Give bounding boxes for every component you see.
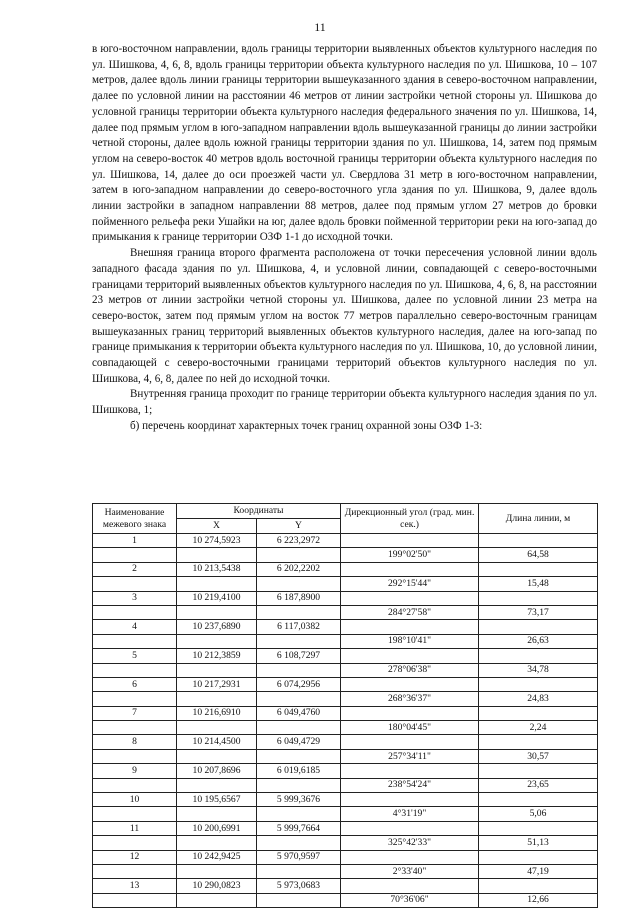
angle-cell: 70°36'06"	[341, 893, 479, 907]
table-row	[93, 821, 598, 835]
length-cell-empty	[479, 764, 598, 778]
angle-cell: 278°06'38"	[341, 663, 479, 677]
point-name-cell-empty	[93, 893, 177, 907]
point-name-cell: 2	[93, 562, 177, 576]
table-row	[93, 836, 598, 850]
header-line-length: Длина линии, м	[479, 504, 598, 534]
point-name-cell-empty	[93, 721, 177, 735]
angle-cell: 2°33'40"	[341, 864, 479, 878]
angle-cell-empty	[341, 793, 479, 807]
page-number: 11	[314, 20, 326, 34]
table-row	[93, 721, 598, 735]
point-name-cell: 7	[93, 706, 177, 720]
table-row	[93, 706, 598, 720]
length-cell-empty	[479, 534, 598, 548]
length-cell: 34,78	[479, 663, 598, 677]
angle-cell-empty	[341, 879, 479, 893]
y-cell: 6 202,2202	[257, 562, 341, 576]
angle-cell-empty	[341, 620, 479, 634]
paragraph-list-intro: б) перечень координат характерных точек границ охранной зоны ОЗФ 1-3:	[130, 419, 483, 432]
point-name-cell-empty	[93, 778, 177, 792]
length-cell: 51,13	[479, 836, 598, 850]
angle-cell: 292°15'44"	[341, 577, 479, 591]
table-row	[93, 893, 598, 907]
x-cell: 10 219,4100	[177, 591, 257, 605]
x-cell: 10 274,5923	[177, 534, 257, 548]
angle-cell-empty	[341, 591, 479, 605]
length-cell: 24,83	[479, 692, 598, 706]
x-cell-empty	[177, 577, 257, 591]
y-cell: 5 999,3676	[257, 793, 341, 807]
y-cell: 6 223,2972	[257, 534, 341, 548]
point-name-cell: 3	[93, 591, 177, 605]
point-name-cell: 9	[93, 764, 177, 778]
table-row	[93, 764, 598, 778]
length-cell-empty	[479, 821, 598, 835]
table-row	[93, 548, 598, 562]
angle-cell-empty	[341, 677, 479, 691]
length-cell: 23,65	[479, 778, 598, 792]
x-cell-empty	[177, 634, 257, 648]
point-name-cell: 11	[93, 821, 177, 835]
point-name-cell-empty	[93, 634, 177, 648]
y-cell-empty	[257, 864, 341, 878]
body-text	[92, 42, 597, 435]
x-cell-empty	[177, 893, 257, 907]
point-name-cell-empty	[93, 577, 177, 591]
table-row	[93, 649, 598, 663]
table-row	[93, 562, 598, 576]
x-cell: 10 290,0823	[177, 879, 257, 893]
angle-cell: 180°04'45"	[341, 721, 479, 735]
point-name-cell-empty	[93, 749, 177, 763]
point-name-cell: 8	[93, 735, 177, 749]
y-cell-empty	[257, 692, 341, 706]
point-name-cell-empty	[93, 663, 177, 677]
length-cell: 12,66	[479, 893, 598, 907]
x-cell-empty	[177, 721, 257, 735]
table-row	[93, 879, 598, 893]
table-row	[93, 735, 598, 749]
x-cell-empty	[177, 548, 257, 562]
coordinates-table	[92, 503, 598, 908]
x-cell: 10 217,2931	[177, 677, 257, 691]
length-cell: 47,19	[479, 864, 598, 878]
table-row	[93, 677, 598, 691]
x-cell-empty	[177, 864, 257, 878]
y-cell: 6 049,4760	[257, 706, 341, 720]
x-cell-empty	[177, 605, 257, 619]
point-name-cell: 5	[93, 649, 177, 663]
y-cell: 6 074,2956	[257, 677, 341, 691]
table-row	[93, 850, 598, 864]
angle-cell-empty	[341, 850, 479, 864]
angle-cell-empty	[341, 562, 479, 576]
table-row	[93, 634, 598, 648]
angle-cell: 198°10'41"	[341, 634, 479, 648]
length-cell: 5,06	[479, 807, 598, 821]
paragraph-inner-boundary: Внутренняя граница проходит по границе территории объекта культурного наследия здания по ул. Шишкова, 1;	[92, 388, 597, 417]
paragraph-boundary-continuation: в юго-восточном направлении, вдоль границы территории выявленных объектов культурного наследия по ул. Шишкова, 4, 6, 8, вдоль границы территории объекта культурного наследия по ул. Шишкова, 10 – 107 метров, далее вдоль линии границы территории вышеуказанного здания в северо-восточном направлении, далее по условной линии на расстоянии 46 метров от линии застройки четной стороны ул. Шишкова до условной границы территории объекта культурного наследия федерального значения по ул. Шишкова, 14, далее под прямым углом в юго-западном направлении вдоль вышеуказанной границы до линии застройки четной стороны, далее вдоль южной границы территории здания по ул. Шишкова, 14, затем под прямым углом на северо-восток 40 метров вдоль восточной границы территории объекта культурного наследия по ул. Шишкова, 14, далее до оси проезжей части ул. Свердлова 31 метр в юго-восточном направлении, затем в юго-западном направлении до северо-восточного угла здания по ул. Шишкова, 9, далее вдоль линии застройки в западном направлении 88 метров, далее под прямым углом 27 метров до бровки пойменного рельефа реки Ушайки на юг, далее вдоль бровки пойменной территории реки на юго-запад до примыкания к границе территории ОЗФ 1-1 до исходной точки.	[92, 43, 597, 244]
y-cell: 6 019,6185	[257, 764, 341, 778]
y-cell-empty	[257, 548, 341, 562]
x-cell: 10 195,6567	[177, 793, 257, 807]
table-row	[93, 807, 598, 821]
y-cell-empty	[257, 634, 341, 648]
length-cell-empty	[479, 562, 598, 576]
header-y: Y	[257, 519, 341, 534]
table-row	[93, 778, 598, 792]
table-row	[93, 620, 598, 634]
point-name-cell: 4	[93, 620, 177, 634]
y-cell: 5 973,0683	[257, 879, 341, 893]
length-cell: 30,57	[479, 749, 598, 763]
x-cell: 10 242,9425	[177, 850, 257, 864]
angle-cell: 257°34'11"	[341, 749, 479, 763]
y-cell: 6 108,7297	[257, 649, 341, 663]
y-cell: 5 999,7664	[257, 821, 341, 835]
length-cell-empty	[479, 620, 598, 634]
length-cell-empty	[479, 879, 598, 893]
point-name-cell: 1	[93, 534, 177, 548]
x-cell: 10 213,5438	[177, 562, 257, 576]
point-name-cell-empty	[93, 864, 177, 878]
table-row	[93, 663, 598, 677]
y-cell-empty	[257, 663, 341, 677]
length-cell: 26,63	[479, 634, 598, 648]
length-cell-empty	[479, 677, 598, 691]
angle-cell-empty	[341, 706, 479, 720]
y-cell-empty	[257, 836, 341, 850]
paragraph-outer-boundary: Внешняя граница второго фрагмента расположена от точки пересечения условной линии вдоль западного фасада здания по ул. Шишкова, 4, и условной линии, совпадающей с северо-восточными границами территорий выявленных объектов культурного наследия по ул. Шишкова, 4, 6, 8, на расстоянии 23 метров от линии застройки четной стороны ул. Шишкова, далее по условной линии 23 метра на северо-восток, затем под прямым углом на восток 77 метров параллельно северо-восточным границам вышеуказанных границ территорий выявленных объектов культурного наследия, далее на юго-запад по границе примыкания к территории объекта культурного наследия по ул. Шишкова, 10, до условной линии, совпадающей с северо-восточными границами территорий объектов культурного наследия по ул. Шишкова, 4, 6, 8, далее по ней до исходной точки.	[92, 247, 597, 385]
x-cell-empty	[177, 807, 257, 821]
table-row	[93, 749, 598, 763]
y-cell: 6 117,0382	[257, 620, 341, 634]
x-cell: 10 216,6910	[177, 706, 257, 720]
point-name-cell: 10	[93, 793, 177, 807]
table-row	[93, 605, 598, 619]
y-cell-empty	[257, 778, 341, 792]
x-cell: 10 200,6991	[177, 821, 257, 835]
y-cell-empty	[257, 577, 341, 591]
y-cell-empty	[257, 893, 341, 907]
y-cell-empty	[257, 721, 341, 735]
x-cell: 10 212,3859	[177, 649, 257, 663]
x-cell-empty	[177, 663, 257, 677]
angle-cell-empty	[341, 534, 479, 548]
point-name-cell-empty	[93, 692, 177, 706]
table-row	[93, 864, 598, 878]
length-cell-empty	[479, 735, 598, 749]
y-cell: 6 187,8900	[257, 591, 341, 605]
y-cell-empty	[257, 807, 341, 821]
table-row	[93, 692, 598, 706]
angle-cell-empty	[341, 764, 479, 778]
angle-cell-empty	[341, 649, 479, 663]
length-cell-empty	[479, 591, 598, 605]
length-cell: 2,24	[479, 721, 598, 735]
table-row	[93, 591, 598, 605]
length-cell-empty	[479, 850, 598, 864]
y-cell: 5 970,9597	[257, 850, 341, 864]
y-cell-empty	[257, 605, 341, 619]
header-point-name: Наименование межевого знака	[93, 504, 177, 534]
table-row	[93, 534, 598, 548]
y-cell: 6 049,4729	[257, 735, 341, 749]
x-cell: 10 207,8696	[177, 764, 257, 778]
length-cell: 15,48	[479, 577, 598, 591]
angle-cell: 238°54'24"	[341, 778, 479, 792]
length-cell: 73,17	[479, 605, 598, 619]
x-cell: 10 214,4500	[177, 735, 257, 749]
angle-cell: 268°36'37"	[341, 692, 479, 706]
y-cell-empty	[257, 749, 341, 763]
header-x: X	[177, 519, 257, 534]
x-cell-empty	[177, 778, 257, 792]
length-cell-empty	[479, 649, 598, 663]
x-cell-empty	[177, 692, 257, 706]
angle-cell-empty	[341, 821, 479, 835]
point-name-cell: 12	[93, 850, 177, 864]
angle-cell: 325°42'33"	[341, 836, 479, 850]
point-name-cell: 13	[93, 879, 177, 893]
header-direction-angle: Дирекционный угол (град. мин. сек.)	[341, 504, 479, 534]
x-cell: 10 237,6890	[177, 620, 257, 634]
point-name-cell-empty	[93, 836, 177, 850]
point-name-cell: 6	[93, 677, 177, 691]
point-name-cell-empty	[93, 548, 177, 562]
angle-cell: 284°27'58"	[341, 605, 479, 619]
table-row	[93, 793, 598, 807]
point-name-cell-empty	[93, 807, 177, 821]
point-name-cell-empty	[93, 605, 177, 619]
x-cell-empty	[177, 836, 257, 850]
angle-cell-empty	[341, 735, 479, 749]
angle-cell: 199°02'50"	[341, 548, 479, 562]
length-cell-empty	[479, 706, 598, 720]
angle-cell: 4°31'19"	[341, 807, 479, 821]
length-cell-empty	[479, 793, 598, 807]
header-coordinates: Координаты	[177, 504, 341, 519]
x-cell-empty	[177, 749, 257, 763]
length-cell: 64,58	[479, 548, 598, 562]
table-row	[93, 577, 598, 591]
